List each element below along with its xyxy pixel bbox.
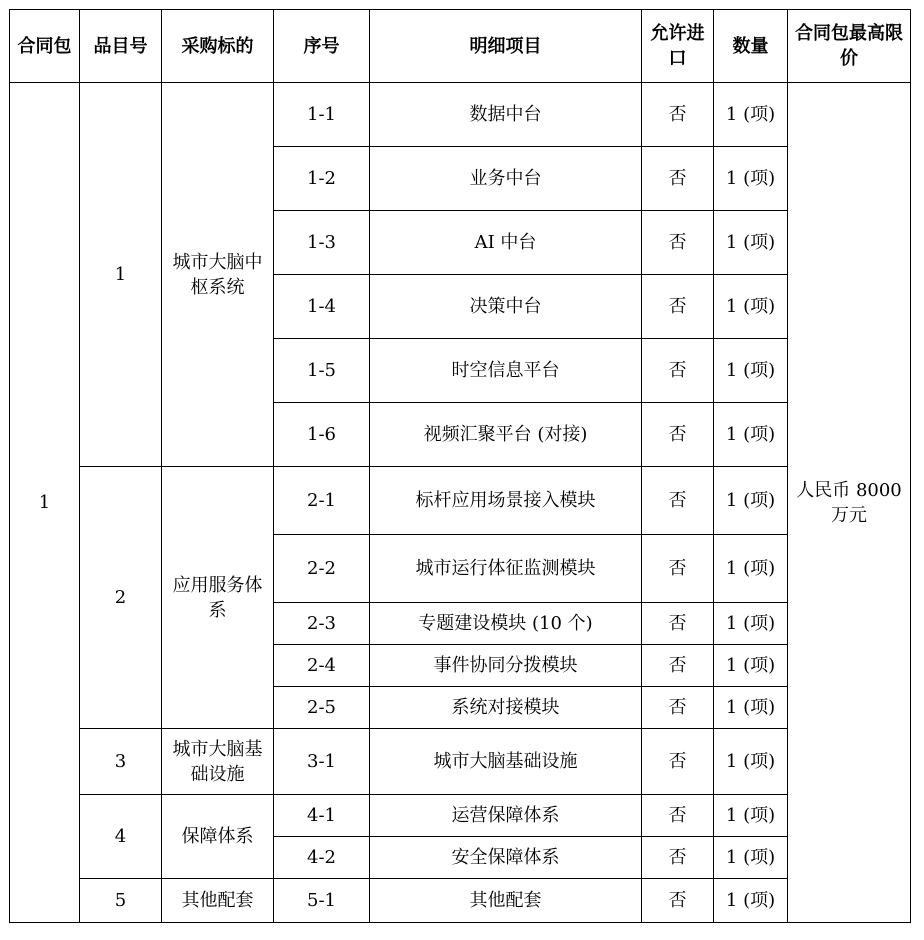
import-cell: 否 xyxy=(642,879,714,923)
import-cell: 否 xyxy=(642,211,714,275)
max-price-cell: 人民币 8000 万元 xyxy=(788,83,911,923)
contract-package-cell: 1 xyxy=(10,83,80,923)
detail-cell: 运营保障体系 xyxy=(370,795,642,837)
detail-cell: 决策中台 xyxy=(370,275,642,339)
header-quantity: 数量 xyxy=(714,10,788,83)
import-cell: 否 xyxy=(642,147,714,211)
item-no-cell: 4 xyxy=(80,795,162,879)
header-import-allowed: 允许进口 xyxy=(642,10,714,83)
seq-cell: 5-1 xyxy=(274,879,370,923)
seq-cell: 2-2 xyxy=(274,535,370,603)
item-no-cell: 3 xyxy=(80,729,162,795)
header-seq: 序号 xyxy=(274,10,370,83)
import-cell: 否 xyxy=(642,403,714,467)
table-row xyxy=(10,879,911,923)
qty-cell: 1 (项) xyxy=(714,687,788,729)
seq-cell: 1-6 xyxy=(274,403,370,467)
detail-cell: 业务中台 xyxy=(370,147,642,211)
import-cell: 否 xyxy=(642,275,714,339)
subject-cell: 城市大脑基础设施 xyxy=(162,729,274,795)
subject-cell: 城市大脑中枢系统 xyxy=(162,83,274,467)
qty-cell: 1 (项) xyxy=(714,795,788,837)
qty-cell: 1 (项) xyxy=(714,645,788,687)
qty-cell: 1 (项) xyxy=(714,837,788,879)
seq-cell: 3-1 xyxy=(274,729,370,795)
seq-cell: 2-1 xyxy=(274,467,370,535)
detail-cell: 视频汇聚平台 (对接) xyxy=(370,403,642,467)
table-row xyxy=(10,83,911,147)
seq-cell: 2-5 xyxy=(274,687,370,729)
seq-cell: 1-5 xyxy=(274,339,370,403)
qty-cell: 1 (项) xyxy=(714,83,788,147)
qty-cell: 1 (项) xyxy=(714,211,788,275)
seq-cell: 1-4 xyxy=(274,275,370,339)
import-cell: 否 xyxy=(642,467,714,535)
header-detail: 明细项目 xyxy=(370,10,642,83)
seq-cell: 2-3 xyxy=(274,603,370,645)
import-cell: 否 xyxy=(642,837,714,879)
import-cell: 否 xyxy=(642,687,714,729)
import-cell: 否 xyxy=(642,729,714,795)
import-cell: 否 xyxy=(642,795,714,837)
detail-cell: 城市运行体征监测模块 xyxy=(370,535,642,603)
header-row xyxy=(10,10,911,83)
qty-cell: 1 (项) xyxy=(714,603,788,645)
import-cell: 否 xyxy=(642,339,714,403)
qty-cell: 1 (项) xyxy=(714,403,788,467)
detail-cell: 其他配套 xyxy=(370,879,642,923)
qty-cell: 1 (项) xyxy=(714,535,788,603)
import-cell: 否 xyxy=(642,645,714,687)
qty-cell: 1 (项) xyxy=(714,879,788,923)
header-item-no: 品目号 xyxy=(80,10,162,83)
detail-cell: 数据中台 xyxy=(370,83,642,147)
table-row xyxy=(10,729,911,795)
detail-cell: 城市大脑基础设施 xyxy=(370,729,642,795)
header-contract-package: 合同包 xyxy=(10,10,80,83)
detail-cell: 专题建设模块 (10 个) xyxy=(370,603,642,645)
table-row xyxy=(10,467,911,535)
subject-cell: 其他配套 xyxy=(162,879,274,923)
subject-cell: 应用服务体系 xyxy=(162,467,274,729)
subject-cell: 保障体系 xyxy=(162,795,274,879)
seq-cell: 1-1 xyxy=(274,83,370,147)
import-cell: 否 xyxy=(642,535,714,603)
table-row xyxy=(10,795,911,837)
item-no-cell: 2 xyxy=(80,467,162,729)
detail-cell: 标杆应用场景接入模块 xyxy=(370,467,642,535)
seq-cell: 2-4 xyxy=(274,645,370,687)
import-cell: 否 xyxy=(642,83,714,147)
seq-cell: 4-1 xyxy=(274,795,370,837)
detail-cell: 时空信息平台 xyxy=(370,339,642,403)
qty-cell: 1 (项) xyxy=(714,467,788,535)
procurement-table xyxy=(9,9,911,923)
detail-cell: 事件协同分拨模块 xyxy=(370,645,642,687)
item-no-cell: 1 xyxy=(80,83,162,467)
detail-cell: 系统对接模块 xyxy=(370,687,642,729)
detail-cell: AI 中台 xyxy=(370,211,642,275)
header-subject: 采购标的 xyxy=(162,10,274,83)
import-cell: 否 xyxy=(642,603,714,645)
qty-cell: 1 (项) xyxy=(714,147,788,211)
seq-cell: 1-3 xyxy=(274,211,370,275)
detail-cell: 安全保障体系 xyxy=(370,837,642,879)
seq-cell: 4-2 xyxy=(274,837,370,879)
qty-cell: 1 (项) xyxy=(714,339,788,403)
seq-cell: 1-2 xyxy=(274,147,370,211)
qty-cell: 1 (项) xyxy=(714,275,788,339)
item-no-cell: 5 xyxy=(80,879,162,923)
header-max-price: 合同包最高限价 xyxy=(788,10,911,83)
qty-cell: 1 (项) xyxy=(714,729,788,795)
